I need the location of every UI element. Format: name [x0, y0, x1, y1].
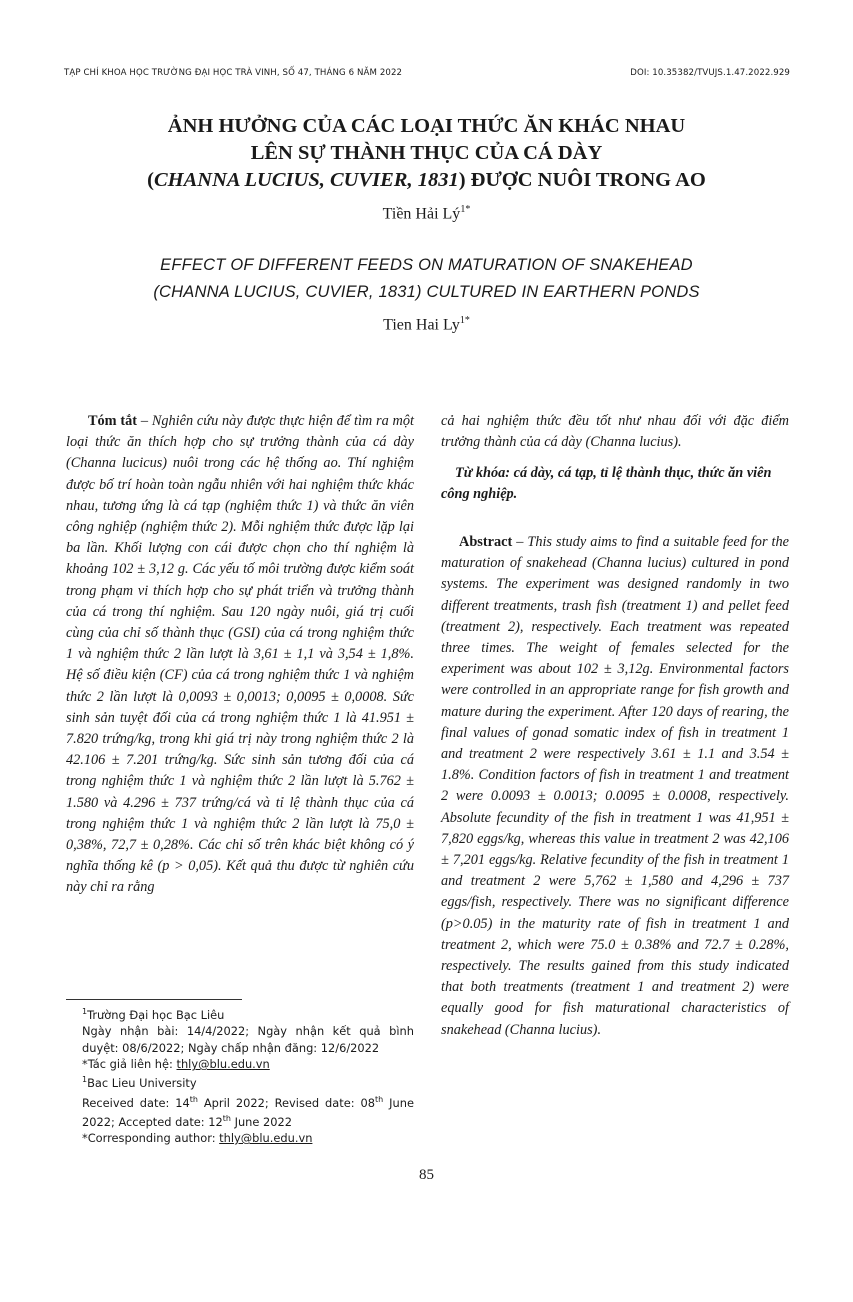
journal-header: TẠP CHÍ KHOA HỌC TRƯỜNG ĐẠI HỌC TRÀ VINH, SỐ 47, THÁNG 6 NĂM 2022	[64, 68, 403, 78]
accepted-date-text: June 2022	[230, 1114, 293, 1129]
abstract-en-label: Abstract	[459, 534, 513, 550]
email-link-en[interactable]: thly@blu.edu.vn	[219, 1131, 313, 1146]
email-link-vi[interactable]: thly@blu.edu.vn	[176, 1057, 270, 1072]
corr-en-label: *Corresponding author:	[82, 1131, 220, 1146]
title-en-line-1: EFFECT OF DIFFERENT FEEDS ON MATURATION OF SNAKEHEAD	[160, 256, 693, 274]
footnote-dates-vi: Ngày nhận bài: 14/4/2022; Ngày nhận kết quả bình duyệt: 08/6/2022; Ngày chấp nhận đăng: 12/6/2022	[82, 1024, 414, 1055]
author-vi-name: Tiền Hải Lý	[382, 205, 461, 223]
ordinal-th: th	[189, 1094, 198, 1104]
footnote-corresponding-en	[66, 1130, 414, 1146]
footnote-dates-en	[66, 1092, 414, 1130]
title-vi-paren: (	[147, 169, 154, 191]
author-en-name: Tien Hai Ly	[383, 316, 460, 334]
doi-header: DOI: 10.35382/TVUJS.1.47.2022.929	[630, 68, 790, 78]
aff-vi-mark: 1	[82, 1007, 88, 1016]
abstract-vi-label: Tóm tắt	[88, 413, 138, 429]
author-vi	[0, 204, 853, 223]
keywords-vi: Từ khóa: cá dày, cá tạp, tỉ lệ thành thục, thức ăn viên công nghiệp.	[441, 465, 772, 503]
accepted-text: June 2022; Accepted date: 12	[82, 1095, 414, 1129]
footnote-divider	[66, 999, 242, 1000]
title-vietnamese	[0, 113, 853, 194]
abstract-en-text: – This study aims to find a suitable feed for the maturation of snakehead (Channa lucius) cultured in pond systems. The experiment was designed randomly in two different treatments, trash fish (treatment 1) and pellet feed (treatment 2), respectively. Each treatment was repeated three times. The weight of females selected for the experiment was about 102 ± 3,12g. Environmental factors were controlled in an appropriate range for fish growth and mature during the experiment. After 120 days of rearing, the final values of gonad somatic index of fish in treatment 1 and treatment 2 were respectively 3.61 ± 1.1 and 3.54 ± 1.8%. Condition factors of fish in treatment 1 and treatment 2 were 0.0093 ± 0.0013; 0.0095 ± 0.0008, respectively. Absolute fecundity of the fish in treatment 1 was 41,951 ± 7,820 eggs/kg, whereas this value in treatment 2 was 42,106 ± 7,201 eggs/kg. Relative fecundity of the fish in treatment 1 and treatment 2 were 5,762 ± 1,580 and 4,296 ± 737 eggs/fish, respectively. There was no significant difference (p>0.05) in the maturity rate of fish in treatment 1 and treatment 2, which were 75.0 ± 0.38% and 72.7 ± 0.28%, respectively. The results gained from this study indicated that both treatments (treatment 1 and treatment 2) were equally good for fish maturational characteristics of snakehead (Channa lucius).	[441, 534, 789, 1038]
abstract-vi-continuation: cả hai nghiệm thức đều tốt như nhau đối với đặc điểm trưởng thành của cá dày (Channa lucius).	[441, 413, 789, 451]
footnote-affiliation-en	[66, 1072, 414, 1091]
footnote-affiliation-vi	[66, 1004, 414, 1023]
ordinal-th: th	[375, 1094, 384, 1104]
footnote-corresponding-vi	[66, 1056, 414, 1072]
author-en	[0, 315, 853, 334]
title-vi-line-3	[0, 167, 853, 194]
abstract-vietnamese	[66, 411, 414, 899]
ordinal-th: th	[222, 1113, 231, 1123]
page-number: 85	[419, 1167, 434, 1183]
title-vi-rest: ) ĐƯỢC NUÔI TRONG AO	[458, 169, 706, 191]
corr-vi-label: *Tác giả liên hệ:	[82, 1057, 177, 1072]
aff-en-text: Bac Lieu University	[87, 1076, 197, 1091]
received-text: Received date: 14	[82, 1095, 190, 1110]
title-english	[0, 252, 853, 306]
aff-vi-text: Trường Đại học Bạc Liêu	[87, 1007, 225, 1022]
abstract-english	[441, 532, 789, 1041]
author-en-mark: 1*	[459, 315, 470, 326]
aff-en-mark: 1	[82, 1075, 88, 1085]
title-en-line-2: (CHANNA LUCIUS, CUVIER, 1831) CULTURED IN EARTHERN PONDS	[153, 283, 700, 301]
title-vi-species: CHANNA LUCIUS, CUVIER, 1831	[153, 169, 459, 191]
footnotes	[66, 1004, 414, 1146]
title-vi-line-2: LÊN SỰ THÀNH THỤC CỦA CÁ DÀY	[250, 142, 603, 164]
author-vi-mark: 1*	[460, 204, 471, 215]
title-vi-line-1: ẢNH HƯỞNG CỦA CÁC LOẠI THỨC ĂN KHÁC NHAU	[167, 115, 686, 137]
revised-text: April 2022; Revised date: 08	[197, 1095, 376, 1110]
abstract-vi-text: – Nghiên cứu này được thực hiện để tìm ra một loại thức ăn thích hợp cho sự trưởng thành của cá dày (Channa lucicus) nuôi trong các hệ thống ao. Thí nghiệm được bố trí hoàn toàn ngẫu nhiên với hai nghiệm thức khác nhau, tương ứng là cá tạp (nghiệm thức 1) và thức ăn viên công nghiệp (nghiệm thức 2). Mỗi nghiệm thức được lặp lại ba lần. Khối lượng con cái được chọn cho thí nghiệm là khoảng 102 ± 3,12 g. Các yếu tố môi trường được kiểm soát trong phạm vi thích hợp cho sự phát triển và trưởng thành của cá trong thí nghiệm. Sau 120 ngày nuôi, giá trị cuối cùng của chỉ số thành thục (GSI) của cá trong nghiệm thức 1 và nghiệm thức 2 lần lượt là 3,61 ± 1,1 và 3,54 ± 1,8%. Hệ số điều kiện (CF) của cá trong nghiệm thức 1 và nghiệm thức 2 lần lượt là 0,0093 ± 0,0013; 0,0095 ± 0,0008. Sức sinh sản tuyệt đối của cá trong nghiệm thức 1 là 41.951 ± 7.820 trứng/kg, trong khi giá trị này trong nghiệm thức 2 là 42.106 ± 7.201 trứng/kg. Sức sinh sản tương đối của cá trong nghiệm thức 1 và nghiệm thức 2 lần lượt là 5.762 ± 1.580 và 4.296 ± 737 trứng/cá và tỉ lệ thành thục của cá trong nghiệm thức 1 và nghiệm thức 2 lần lượt là 75,0 ± 0,38%, 72,7 ± 0,28%. Các chỉ số trên khác biệt không có ý nghĩa thống kê (p > 0,05). Kết quả thu được từ nghiên cứu này chỉ ra rằng	[66, 413, 415, 896]
